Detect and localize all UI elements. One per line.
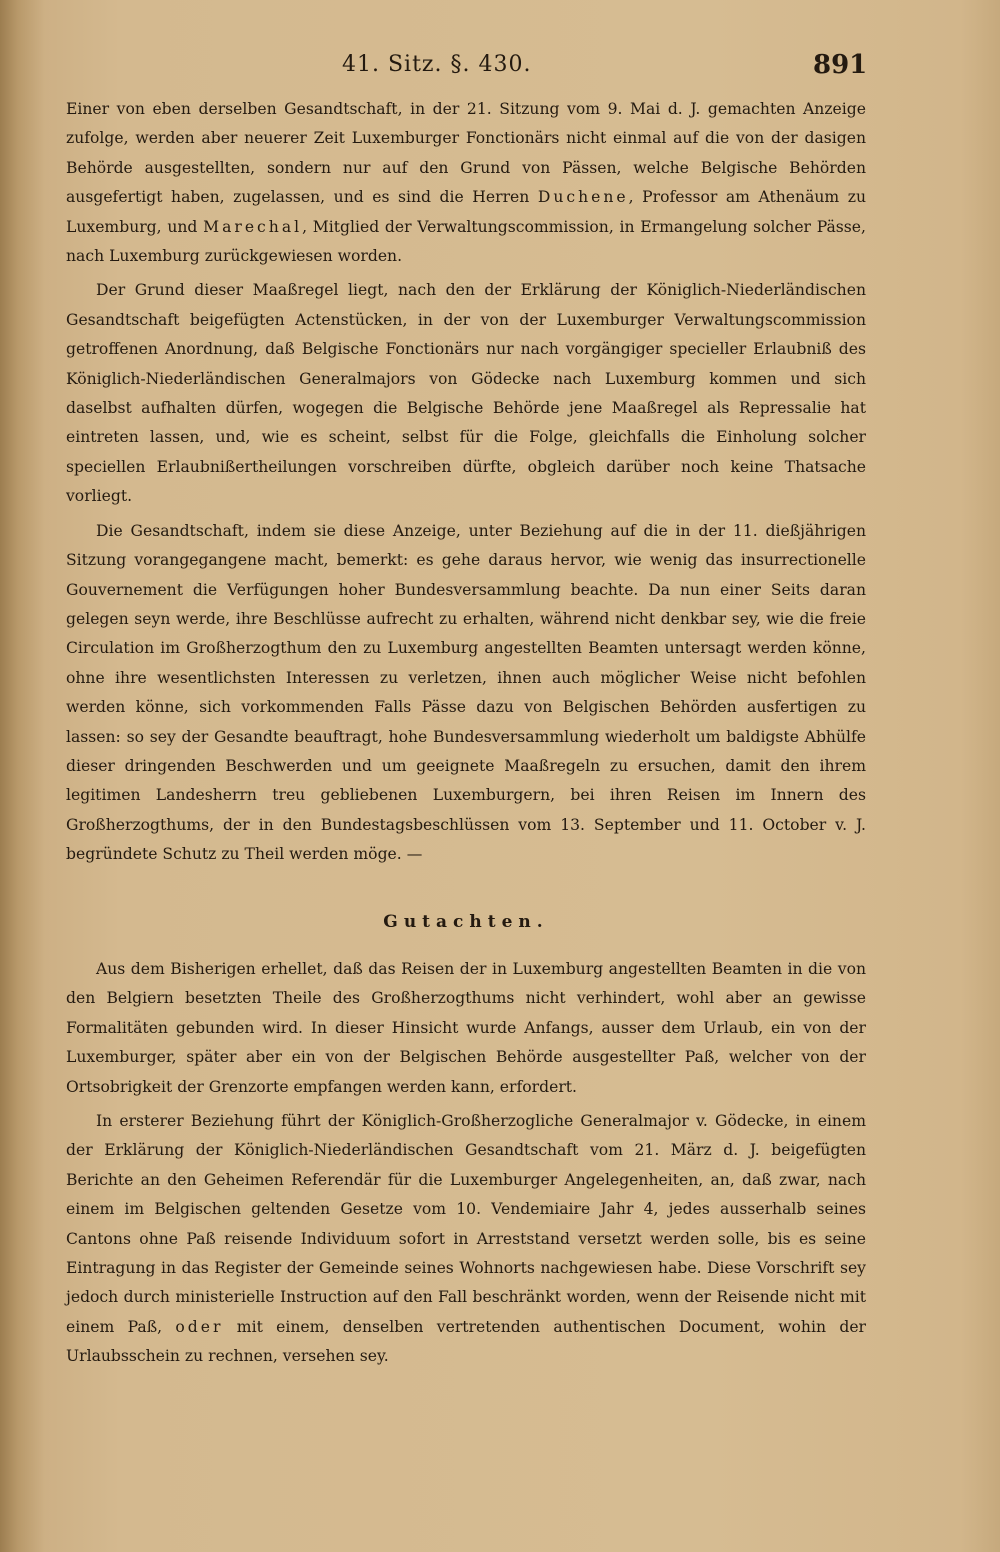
gutachten-paragraph-2-text-after: mit einem, denselben vertretenden authentischen Document, wohin der Urlaubsschein zu rechnen, versehen sey. [66,1317,866,1366]
running-head: 41. Sitz. §. 430. [342,52,532,77]
paragraph-2: Der Grund dieser Maaßregel liegt, nach den der Erklärung der Königlich-Niederländischen Gesandtschaft beigefügten Actenstücken, in der von der Luxemburger Verwaltungscommission getroffenen Anordnung, daß Belgische Fonctionärs nur nach vorgängiger specieller Erlaubniß des Königlich-Niederländischen Generalmajors von Gödecke nach Luxemburg kommen und sich daselbst aufhalten dürfen, wogegen die Belgische Behörde jene Maaßregel als Repressalie hat eintreten lassen, und, wie es scheint, selbst für die Folge, gleichfalls die Einholung solcher speciellen Erlaubnißertheilungen vorschreiben dürfte, obgleich darüber noch keine Thatsache vorliegt. [66,281,866,506]
page-body [66,95,866,1372]
gutachten-paragraph-2 [66,1107,866,1372]
paragraph-1 [66,95,866,271]
gutachten-paragraph-1: Aus dem Bisherigen erhellet, daß das Reisen der in Luxemburg angestellten Beamten in die von den Belgiern besetzten Theile des Großherzogthums nicht verhindert, wohl aber an gewisse Formalitäten gebunden wird. In dieser Hinsicht wurde Anfangs, ausser dem Urlaub, ein von der Luxemburger, später aber ein von der Belgischen Behörde ausgestellter Paß, welcher von der Ortsobrigkeit der Grenzorte empfangen werden kann, erfordert. [66,959,866,1096]
name-duchene: Duchene [537,188,629,207]
emphasis-oder: oder [175,1317,224,1336]
name-marechal: Marechal [203,217,303,236]
paragraph-1-text-after: , Mitglied der Verwaltungscommission, in Ermangelung solcher Pässe, nach Luxemburg zurückgewiesen worden. [66,217,866,266]
section-heading-gutachten: Gutachten. [383,911,549,932]
page-number: 891 [813,50,868,80]
paragraph-3: Die Gesandtschaft, indem sie diese Anzeige, unter Beziehung auf die in der 11. dießjährigen Sitzung vorangegangene macht, bemerkt: es gehe daraus hervor, wie wenig das insurrectionelle Gouvernement die Verfügungen hoher Bundesversammlung beachte. Da nun einer Seits daran gelegen seyn werde, ihre Beschlüsse aufrecht zu erhalten, während nicht denkbar sey, wie die freie Circulation im Großherzogthum den zu Luxemburg angestellten Beamten untersagt werden könne, ohne ihre wesentlichsten Interessen zu verletzen, ihnen auch möglicher Weise nicht befohlen werden könne, sich vorkommenden Falls Pässe dazu von Belgischen Behörden ausfertigen zu lassen: so sey der Gesandte beauftragt, hohe Bundesversammlung wiederholt um baldigste Abhülfe dieser dringenden Beschwerden und um geeignete Maaßregeln zu ersuchen, damit den ihrem legitimen Landesherrn treu gebliebenen Luxemburgern, bei ihren Reisen im Innern des Großherzogthums, der in den Bundestagsbeschlüssen vom 13. September und 11. October v. J. begründete Schutz zu Theil werden möge. — [66,521,866,864]
paragraph-1-text-mid: , Professor am Athenäum zu Luxemburg, und [66,188,866,236]
paragraph-1-text-before: Einer von eben derselben Gesandtschaft, in der 21. Sitzung vom 9. Mai d. J. gemachten Anzeige zufolge, werden aber neuerer Zeit Luxemburger Fonctionärs nicht einmal auf die von der dasigen Behörde ausgestellten, sondern nur auf den Grund von Pässen, welche Belgische Behörden ausgefertigt haben, zugelassen, und es sind die Herren [66,100,866,207]
gutachten-paragraph-2-text-before: In ersterer Beziehung führt der Königlich-Großherzogliche Generalmajor v. Gödecke, in einem der Erklärung der Königlich-Niederländischen Gesandtschaft vom 21. März d. J. beigefügten Berichte an den Geheimen Referendär für die Luxemburger Angelegenheiten, an, daß zwar, nach einem im Belgischen geltenden Gesetze vom 10. Vendemiaire Jahr 4, jedes ausserhalb seines Cantons ohne Paß reisende Individuum sofort in Arreststand versetzt werden solle, bis es seine Eintragung in das Register der Gemeinde seines Wohnorts nachgewiesen habe. Diese Vorschrift sey jedoch durch ministerielle Instruction auf den Fall beschränkt worden, wenn der Reisende nicht mit einem Paß, [66,1112,866,1336]
page-header [0,52,1000,88]
